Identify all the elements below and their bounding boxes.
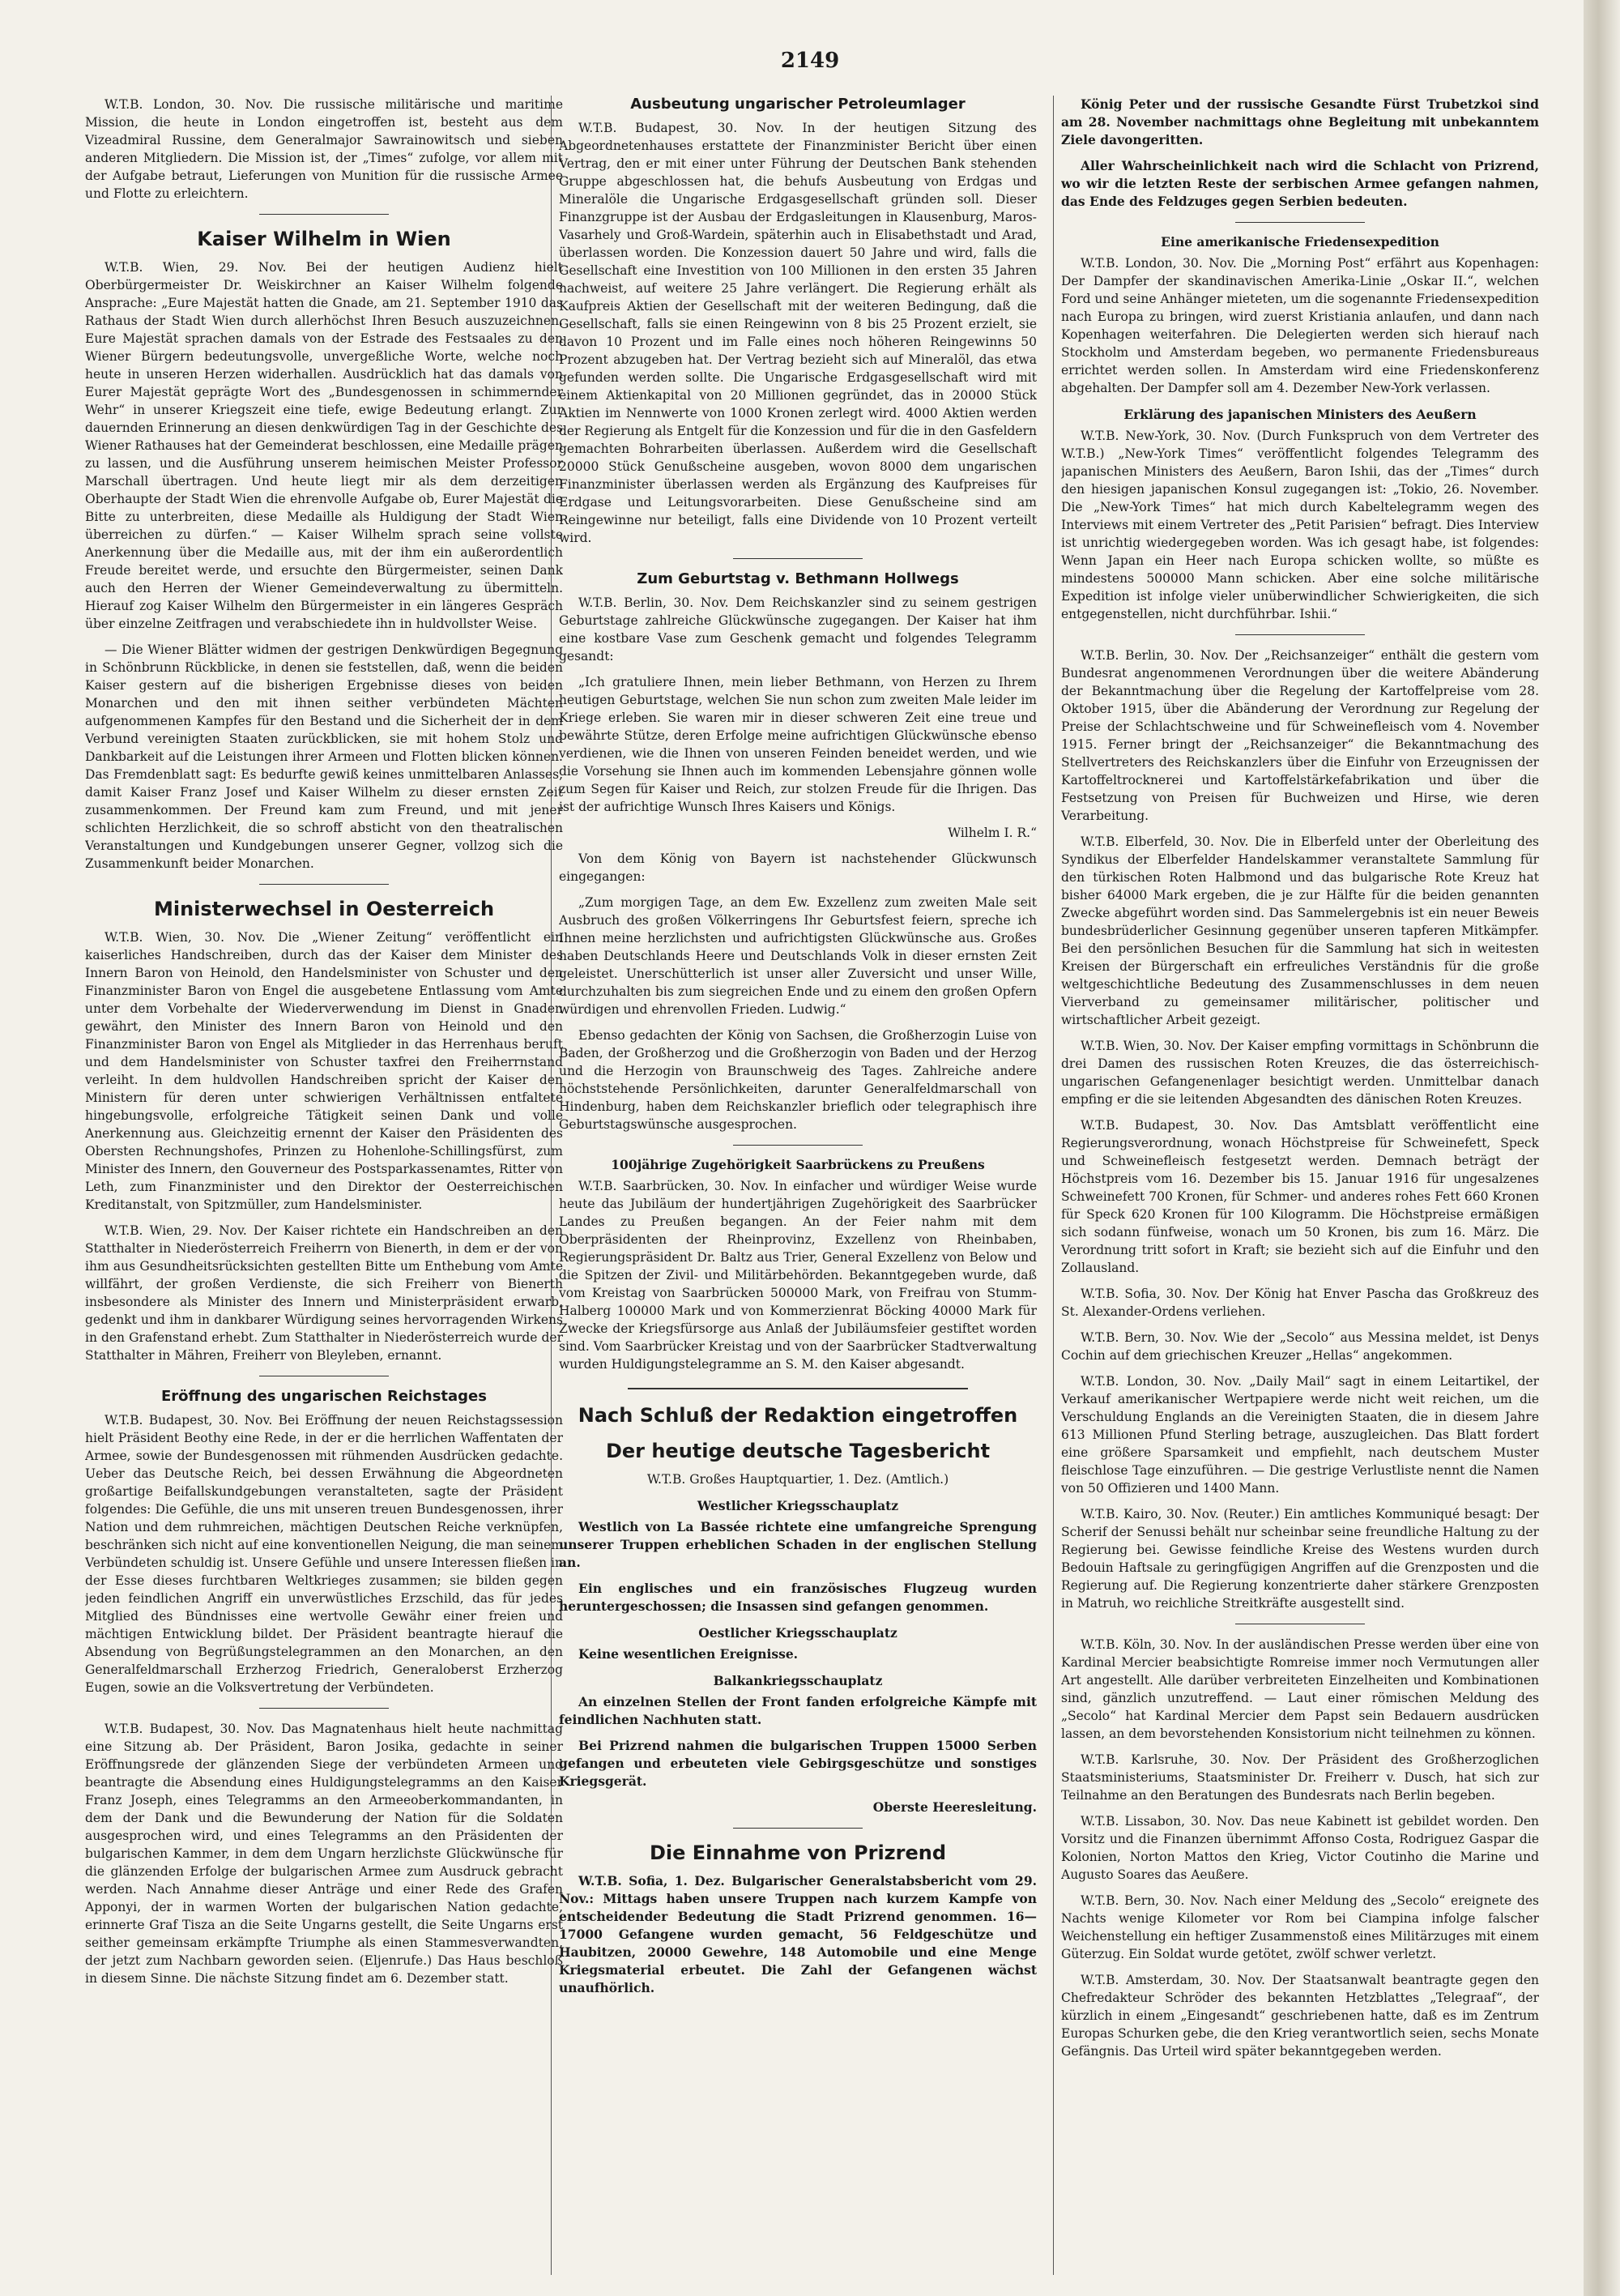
news-item: W.T.B. Kairo, 30. Nov. (Reuter.) Ein amtliches Kommuniqué besagt: Der Scherif der Senussi behält nur scheinbar seine freundliche Haltung zu der Regierung bei. Gewisse feindliche Kreise des Westens wurden durch Bedouin Haftsale zu geringfügigen Angriffen auf die Grenzposten und die Regierung auf. Die Regierung konzentrierte daher stärkere Grenzposten in Matruh, wo reichliche Streitkräfte ausgestellt sind. — [1061, 1507, 1539, 1611]
news-item: W.T.B. Karlsruhe, 30. Nov. Der Präsident des Großherzoglichen Staatsministeriums, Staatsminister Dr. Freiherr v. Dusch, hat sich zur Teilnahme an den Beratungen des Bundesrats nach Berlin begeben. — [1061, 1752, 1539, 1803]
news-item: W.T.B. Berlin, 30. Nov. Der „Reichsanzeiger“ enthält die gestern vom Bundesrat angenommenen Verordnungen über die weitere Abänderung der Bekanntmachung über die Regelung der Kartoffelpreise vom 28. Oktober 1915, über die Abänderung der Verordnung zur Regelung der Preise der Schlachtschweine und für Schweinefleisch vom 4. November 1915. Ferner bringt der „Reichsanzeiger“ die Bekanntmachung des Stellvertreters des Reichskanzlers über die Einfuhr von Erzeugnissen der Kartoffeltrocknerei und Kartoffelstärkefabrikation und über die Festsetzung von Preisen für Buchweizen und Hirse, wie deren Verarbeitung. — [1061, 648, 1539, 823]
divider-heavy — [628, 1388, 968, 1389]
divider — [1235, 222, 1365, 223]
article-paragraph: — Die Wiener Blätter widmen der gestrigen Denkwürdigen Begegnung in Schönbrunn Rückblicke, in denen sie feststellen, daß, wenn die beiden Kaiser gestern auf die bisherigen Ergebnisse dieses von beiden Monarchen und den mit ihnen seither verbündeten Mächten aufgenommenen Kampfes für den Bestand und die Sicherheit der in dem Verbund vereinigten Staaten zurückblicken, sie mit hohem Stolz und Dankbarkeit auf die Leistungen ihrer Armeen und Flotten blicken können. Das Fremdenblatt sagt: Es bedurfte gewiß keines unmittelbaren Anlasses, damit Kaiser Franz Josef und Kaiser Wilhelm zu dieser ernsten Zeit zusammenkommen. Der Freund kam zum Freund, und mit jener schlichten Herzlichkeit, die so schroff absticht von den theatralischen Veranstaltungen und Kundgebungen unserer Gegner, vollzog sich die Zusammenkunft beider Monarchen. — [85, 642, 563, 871]
column-1 — [85, 96, 563, 2275]
subhead-ost: Oestlicher Kriegsschauplatz — [698, 1625, 897, 1641]
divider — [259, 214, 389, 215]
report-paragraph: An einzelnen Stellen der Front fanden erfolgreiche Kämpfe mit feindlichen Nachhuten statt. — [559, 1694, 1037, 1727]
report-paragraph: Keine wesentlichen Ereignisse. — [578, 1646, 799, 1662]
news-item: W.T.B. Sofia, 30. Nov. Der König hat Enver Pascha das Großkreuz des St. Alexander-Ordens verliehen. — [1061, 1287, 1539, 1319]
article-paragraph: „Ich gratuliere Ihnen, mein lieber Bethmann, von Herzen zu Ihrem heutigen Geburtstage, welchen Sie nun schon zum zweiten Male leider im Kriege erleben. Sie waren mir in dieser schweren Zeit eine treue und bewährte Stütze, deren Erfolge meine aufrichtigen Glückwünsche ebenso verdienen, wie die Ihnen von unseren Feinden beneidet werden, und wie die Vorsehung sie Ihnen auch im kommenden Lebensjahre gönnen wolle zum Segen für Kaiser und Reich, zur stolzen Freude für die Ihrigen. Das ist der aufrichtige Wunsch Ihres Kaisers und Königs. — [559, 675, 1037, 814]
column-2 — [559, 96, 1037, 2275]
prizrend-body — [559, 1872, 1037, 1997]
report-paragraph: Bei Prizrend nahmen die bulgarischen Truppen 15000 Serben gefangen und erbeuteten viele Gebirgsgeschütze und sonstiges Kriegsgerät. — [559, 1738, 1037, 1789]
divider — [1235, 634, 1365, 635]
divider — [259, 884, 389, 885]
article-paragraph: W.T.B. Wien, 29. Nov. Bei der heutigen Audienz hielt Oberbürgermeister Dr. Weiskirchner an Kaiser Wilhelm folgende Ansprache: „Eure Majestät hatten die Gnade, am 21. September 1910 das Rathaus der Stadt Wien durch allerhöchst Ihren Besuch auszuzeichnen. Eure Majestät sprachen damals von der Estrade des Festsaales zu den Wiener Bürgern bedeutungsvolle, unvergeßliche Worte, welche noch heute in unseren Herzen widerhallen. Ausdrücklich hat das damals von Eurer Majestät geprägte Wort des „Bundesgenossen in schimmernder Wehr“ in unserer Kriegszeit eine tiefe, ewige Bedeutung erlangt. Zur dauernden Erinnerung an diesen denkwürdigen Tag in der Geschichte des Wiener Rathauses hat der Gemeinderat beschlossen, eine Medaille prägen zu lassen, und die Ausführung unserem heimischen Meister Professor Marschall übertragen. Und heute liegt mir als dem derzeitigen Oberhaupte der Stadt Wien die ehrenvolle Aufgabe ob, Eurer Majestät die Bitte zu unterbreiten, diese Medaille als Huldigung der Stadt Wien überreichen zu dürfen.“ — Kaiser Wilhelm sprach seine vollste Anerkennung über die Medaille aus, mit der ihm ein außerordentlich Freude bereitet werde, und ersuchte den Bürgermeister, seinen Dank auch den Herren der Wiener Gemeindeverwaltung zu übermitteln. Hierauf zog Kaiser Wilhelm den Bürgermeister in ein längeres Gespräch über einzelne Zeitfragen und verabschiedete ihn in huldvollster Weise. — [85, 260, 563, 631]
report-paragraph: Aller Wahrscheinlichkeit nach wird die Schlacht von Prizrend, wo wir die letzten Reste der serbischen Armee gefangen nahmen, das Ende des Feldzuges gegen Serbien bedeuten. — [1061, 158, 1539, 209]
page-edge — [1584, 0, 1620, 2296]
divider — [259, 1708, 389, 1709]
subhead-west: Westlicher Kriegsschauplatz — [697, 1498, 899, 1513]
article-paragraph: W.T.B. London, 30. Nov. Die „Morning Post“ erfährt aus Kopenhagen: Der Dampfer der skandinavischen Amerika-Linie „Oskar II.“, welchen Ford und seine Anhänger mieteten, um die sogenannte Friedensexpedition nach Europa zu bringen, wird zuerst Kristiania anlaufen, und dann nach Kopenhagen weiterfahren. Die Delegierten werden sich hierauf nach Stockholm und Amsterdam begeben, wo permanente Friedensbureaus errichtet werden sollen. In Amsterdam wird eine Friedenskonferenz abgehalten. Der Dampfer soll am 4. Dezember New-York verlassen. — [1061, 256, 1539, 395]
subhead-balkan: Balkankriegsschauplatz — [713, 1673, 883, 1688]
signature-wilhelm: Wilhelm I. R.“ — [948, 826, 1037, 840]
headline-bethmann-geburtstag: Zum Geburtstag v. Bethmann Hollwegs — [637, 570, 959, 587]
page-number: 2149 — [780, 49, 840, 73]
article-russian-mission: W.T.B. London, 30. Nov. Die russische militärische und maritime Mission, die heute in London eingetroffen ist, besteht aus dem Vizeadmiral Russine, dem Generalmajor Sawrainowitsch und sieben anderen Mitgliedern. Die Mission ist, der „Times“ zufolge, vor allem mit der Aufgabe betraut, Lieferungen von Munition für die russische Armee und Flotte zu erleichtern. — [85, 97, 563, 201]
column-3 — [1061, 96, 1539, 2275]
divider — [733, 558, 863, 559]
column-rule-2 — [1053, 96, 1054, 2275]
headline-ministerwechsel: Ministerwechsel in Oesterreich — [153, 898, 495, 920]
dateline-hauptquartier: W.T.B. Großes Hauptquartier, 1. Dez. (Amtlich.) — [646, 1472, 949, 1487]
news-item: W.T.B. Bern, 30. Nov. Wie der „Secolo“ aus Messina meldet, ist Denys Cochin auf dem griechischen Kreuzer „Hellas“ angekommen. — [1061, 1330, 1539, 1363]
article-paragraph: Von dem König von Bayern ist nachstehender Glückwunsch eingegangen: — [559, 851, 1037, 884]
report-paragraph: Ein englisches und ein französisches Flugzeug wurden heruntergeschossen; die Insassen sind gefangen genommen. — [559, 1581, 1037, 1614]
headline-japan-minister: Erklärung des japanischen Ministers des Aeußern — [1123, 407, 1477, 422]
news-item: W.T.B. Bern, 30. Nov. Nach einer Meldung des „Secolo“ ereignete des Nachts wenige Kilometer vor Rom bei Ciampina infolge falscher Weichenstellung ein heftiger Zusammenstoß eines Militärzuges mit einem Güterzug. Ein Soldat wurde getötet, zwölf schwer verletzt. — [1061, 1893, 1539, 1961]
news-item: W.T.B. Wien, 30. Nov. Der Kaiser empfing vormittags in Schönbrunn die drei Damen des russischen Roten Kreuzes, die das österreichisch-ungarischen Gefangenenlager besichtigt werden. Unmittelbar danach empfing er die sie leitenden Abgesandten des dänischen Roten Kreuzes. — [1061, 1039, 1539, 1107]
tagesbericht-body — [559, 1498, 1037, 1816]
news-item: W.T.B. Lissabon, 30. Nov. Das neue Kabinett ist gebildet worden. Den Vorsitz und die Finanzen übernimmt Affonso Costa, Rodriguez Gaspar die Kolonien, Norton Mattos den Krieg, Victor Coutinho die Marine und Augusto Soares das Aeußere. — [1061, 1814, 1539, 1882]
headline-friedensexpedition: Eine amerikanische Friedensexpedition — [1161, 234, 1439, 250]
headline-petroleumlager: Ausbeutung ungarischer Petroleumlager — [630, 96, 966, 113]
article-paragraph: W.T.B. Berlin, 30. Nov. Dem Reichskanzler sind zu seinem gestrigen Geburtstage zahlreiche Glückwünsche zugegangen. Der Kaiser hat ihm eine kostbare Vase zum Geschenk gemacht und folgendes Telegramm gesandt: — [559, 595, 1037, 664]
banner-redaktionsschluss: Nach Schluß der Redaktion eingetroffen — [578, 1404, 1018, 1427]
article-paragraph: W.T.B. Saarbrücken, 30. Nov. In einfacher und würdiger Weise wurde heute das Jubiläum der hundertjährigen Zugehörigkeit des Saarbrücker Landes zu Preußen begangen. An der Feier nahm mit dem Oberpräsidenten der Rheinprovinz, Exzellenz von Rheinbaben, Regierungspräsident Dr. Baltz aus Trier, General Exzellenz von Below und die Spitzen der Zivil- und Militärbehörden. Bekanntgegeben wurde, daß vom Kreistag von Saarbrücken 500000 Mark, von Freifrau von Stumm-Halberg 100000 Mark und von Kommerzienrat Böcking 40000 Mark für Zwecke der Kriegsfürsorge aus Anlaß der Jubiläumsfeier gestiftet worden sind. Vom Saarbrücker Kreistag und von der Saarbrücker Stadtverwaltung wurden Huldigungstelegramme an S. M. den Kaiser abgesandt. — [559, 1179, 1037, 1372]
banner-tagesbericht: Der heutige deutsche Tagesbericht — [605, 1440, 991, 1462]
news-item: W.T.B. Budapest, 30. Nov. Das Amtsblatt veröffentlicht eine Regierungsverordnung, wonach Höchstpreise für Schweinefett, Speck und Schweinefleisch festgesetzt werden. Demnach beträgt der Höchstpreis vom 16. Dezember bis 15. Januar 1916 für ungesalzenes Schweinefett 700 Kronen, für Schmer- und anderes rohes Fett 660 Kronen für Speck 620 Kronen für 100 Kilogramm. Die Höchstpreise ermäßigen sich sodann fünfweise, wonach um 50 Kronen, bis zum 16. März. Die Verordnung tritt sofort in Kraft; sie bezieht sich auf die Einfuhr und den Zollausland. — [1061, 1118, 1539, 1275]
prizrend-continuation — [1061, 96, 1539, 211]
news-item: W.T.B. Köln, 30. Nov. In der ausländischen Presse werden über eine von Kardinal Mercier beabsichtigte Romreise immer noch Vermutungen aller Art angestellt. Alle darüber verbreiteten Einzelheiten und Kombinationen sind, gänzlich unzutreffend. — Laut einer römischen Meldung des „Secolo“ hat Kardinal Mercier dem Papst sein Bedauern ausdrücken lassen, an dem bevorstehenden Konsistorium nicht teilnehmen zu können. — [1061, 1637, 1539, 1741]
divider — [733, 1145, 863, 1146]
article-paragraph: W.T.B. New-York, 30. Nov. (Durch Funkspruch von dem Vertreter des W.T.B.) „New-York Times“ veröffentlicht folgendes Telegramm des japanischen Ministers des Aeußern, Baron Ishii, das der „Times“ durch den hiesigen japanischen Konsul zugegangen ist: „Tokio, 26. November. Die „New-York Times“ hat mich durch Kabeltelegramm wegen des Interviews mit einem Vertreter des „Petit Parisien“ befragt. Dies Interview ist unrichtig wiedergegeben worden. Was ich gesagt habe, ist folgendes: Wenn Japan ein Heer nach Europa schicken wollte, so müßte es mindestens 500000 Mann schicken. Aber eine solche militärische Expedition ist infolge vieler unüberwindlicher Schwierigkeiten, die sich entgegenstellen, nicht durchführbar. Ishii.“ — [1061, 429, 1539, 621]
article-paragraph: „Zum morgigen Tage, an dem Ew. Exzellenz zum zweiten Male seit Ausbruch des großen Völkerringens Ihr Geburtsfest feiern, spreche ich Ihnen meine herzlichsten und aufrichtigsten Glückwünsche aus. Großes haben Deutschlands Heere und Deutschlands Volk in dieser ernsten Zeit geleistet. Unerschütterlich ist unser aller Zuversicht und unser Wille, durchzuhalten bis zum siegreichen Ende und zu einem den großen Opfern würdigen und ehrenvollen Frieden. Ludwig.“ — [559, 895, 1037, 1017]
news-item: W.T.B. Elberfeld, 30. Nov. Die in Elberfeld unter der Oberleitung des Syndikus der Elberfelder Handelskammer veranstaltete Sammlung für den türkischen Roten Halbmond und das bulgarische Rote Kreuz hat bisher 64000 Mark ergeben, die je zur Hälfte für die beiden genannten Zwecke abgeführt worden sind. Das Sammelergebnis ist ein neuer Beweis bundesbrüderlicher Gesinnung gegenüber unseren tapferen Mitkämpfer. Bei den persönlichen Besuchen für die Sammlung hat sich in weitesten Kreisen der Bürgerschaft ein erfreuliches Verständnis für die große weltgeschichtliche Bedeutung des Zusammenschlusses in dem neuen Vierverband zu gemeinsamer militärischer, politischer und wirtschaftlicher Arbeit gezeigt. — [1061, 834, 1539, 1027]
news-item: W.T.B. London, 30. Nov. „Daily Mail“ sagt in einem Leitartikel, der Verkauf amerikanischer Wertpapiere werde nicht weit reichen, um die Verschuldung Englands an die Vereinigten Staaten, die in diesem Jahre 613 Millionen Pfund Sterling betrage, auszugleichen. Das Blatt fordert eine größere Sparsamkeit und empfiehlt, nach deutschem Muster fleischlose Tage einzuführen. — Die gestrige Verlustliste nennt die Namen von 50 Offizieren und 1400 Mann. — [1061, 1374, 1539, 1496]
article-paragraph: W.T.B. Budapest, 30. Nov. In der heutigen Sitzung des Abgeordnetenhauses erstattete der Finanzminister Bericht über einen Vertrag, den er mit einer unter Führung der Deutschen Bank stehenden Gruppe abgeschlossen hat, die behufs Ausbeutung von Erdgas und Mineralöle die Ungarische Erdgasgesellschaft gründen soll. Dieser Finanzgruppe ist der Ausbau der Erdgasleitungen in Klausenburg, Maros-Vasarhely und Groß-Wardein, späterhin auch in Elisabethstadt und Arad, überlassen worden. Die Konzession dauert 50 Jahre und wird, falls die Gesellschaft eine Investition von 100 Millionen in den ersten 35 Jahren nachweist, auf weitere 25 Jahre verlängert. Die Regierung erhält als Kaufpreis Aktien der Gesellschaft mit der weiteren Bedingung, daß die Gesellschaft, falls sie einen Reingewinn von 8 bis 25 Prozent erzielt, sie davon 10 Prozent und im Falle eines noch höheren Reingewinns 50 Prozent abzugeben hat. Der Vertrag bezieht sich auf Mineralöl, das etwa gefunden werden sollte. Die Ungarische Erdgasgesellschaft wird mit einem Aktienkapital von 20 Millionen gegründet, das in 20000 Stück Aktien im Nennwerte von 1000 Kronen zerlegt wird. 4000 Aktien werden der Regierung als Entgelt für die Konzession und für die in den Gasfeldern gemachten Bohrarbeiten überlassen. Außerdem wird die Gesellschaft 20000 Stück Genußscheine ausgeben, wovon 8000 dem ungarischen Finanzminister überlassen werden als Ergänzung des Kaufpreises für Erdgase und Leitungsvorarbeiten. Diese Genußscheine sind am Reingewinne nur beteiligt, falls eine Dividende von 10 Prozent verteilt wird. — [559, 121, 1037, 545]
headline-kaiser-wilhelm-wien: Kaiser Wilhelm in Wien — [197, 228, 451, 250]
headline-saarbruecken: 100jährige Zugehörigkeit Saarbrückens zu Preußens — [611, 1157, 985, 1172]
headline-prizrend: Die Einnahme von Prizrend — [649, 1841, 947, 1864]
article-paragraph: W.T.B. Budapest, 30. Nov. Das Magnatenhaus hielt heute nachmittag eine Sitzung ab. Der Präsident, Baron Josika, gedachte in seiner Eröffnungsrede der glänzenden Siege der verbündeten Armeen und beantragte die Absendung eines Huldigungstelegramms an den Kaiser Franz Joseph, eines Telegramms an den Armeeoberkommandanten, in dem der Dank und die Bewunderung der Nation für die Soldaten ausgesprochen wird, und eines Telegramms an den Präsidenten der bulgarischen Kammer, in dem dem Ungarn herzlichste Glückwünsche für die glänzenden Erfolge der bulgarischen Armee zum Ausdruck gebracht werden. Nach Annahme dieser Anträge und einer Rede des Grafen Apponyi, der in warmen Worten der bulgarischen Nation gedachte, erinnerte Graf Tisza an die Seite Ungarns gestellt, die Seite Ungarns erst seither gemeinsam erkämpfte Triumphe als einen Stammesverwandten, der jetzt zum Nachbarn geworden seien. (Eljenrufe.) Das Haus beschloß in diesem Sinne. Die nächste Sitzung findet am 6. Dezember statt. — [85, 1722, 563, 1986]
signature-heeresleitung: Oberste Heeresleitung. — [872, 1799, 1037, 1815]
news-item: W.T.B. Amsterdam, 30. Nov. Der Staatsanwalt beantragte gegen den Chefredakteur Schröder des bekannten Hetzblattes „Telegraaf“, der kürzlich in einem „Eingesandt“ geschriebenen hatte, daß es im Zentrum Europas Schurken gebe, die den Krieg verantwortlich seien, sechs Monate Gefängnis. Das Urteil wird später bekanntgegeben werden. — [1061, 1973, 1539, 2059]
report-paragraph: W.T.B. Sofia, 1. Dez. Bulgarischer Generalstabsbericht vom 29. Nov.: Mittags haben unsere Truppen nach kurzem Kampfe von entscheidender Bedeutung die Stadt Prizrend genommen. 16—17000 Gefangene wurden gemacht, 56 Feldgeschütze und Haubitzen, 20000 Gewehre, 148 Automobile und eine Menge Kriegsmaterial erbeutet. Die Zahl der Gefangenen wächst unaufhörlich. — [559, 1873, 1037, 1995]
article-paragraph: W.T.B. Budapest, 30. Nov. Bei Eröffnung der neuen Reichstagssession hielt Präsident Beothy eine Rede, in der er die herrlichen Waffentaten der Armee, sowie der Bundesgenossen mit rühmenden Ausdrücken gedachte. Ueber das Deutsche Reich, bei dessen Erwähnung die Abgeordneten großartige Beifallskundgebungen veranstalteten, sagte der Präsident folgendes: Die Gefühle, die uns mit unseren treuen Bundesgenossen, ihrer Nation und dem ruhmreichen, mächtigen Deutschen Reiche verknüpfen, beschränken sich nicht auf eine konventionellen Neigung, die man seinem Verbündeten schuldig ist. Unsere Gefühle und unsere Interessen fließen in der Esse dieses furchtbaren Weltkrieges zusammen; sie bilden gegen jeden feindlichen Angriff ein unverwüstliches Erzschild, das für jedes Mitglied des Bündnisses eine wertvolle Gewähr einer freien und mächtigen Entwicklung bildet. Der Präsident beantragte hierauf die Absendung von Begrüßungstelegrammen an den Monarchen, an den Generalfeldmarschall Erzherzog Friedrich, Generaloberst Erzherzog Eugen, sowie an die Volksvertretung der Verbündeten. — [85, 1413, 563, 1695]
article-paragraph: Ebenso gedachten der König von Sachsen, die Großherzogin Luise von Baden, der Großherzog und die Großherzogin von Baden und der Herzog und die Herzogin von Braunschweig des Tages. Zahlreiche andere höchststehende Persönlichkeiten, darunter Generalfeldmarschall von Hindenburg, haben dem Reichskanzler brieflich oder telegraphisch ihre Geburtstagswünsche ausgesprochen. — [559, 1028, 1037, 1132]
headline-reichstag-eroeffnung: Eröffnung des ungarischen Reichstages — [161, 1388, 487, 1405]
report-paragraph: Westlich von La Bassée richtete eine umfangreiche Sprengung unserer Truppen erheblichen Schaden in der englischen Stellung an. — [559, 1519, 1037, 1570]
article-paragraph: W.T.B. Wien, 29. Nov. Der Kaiser richtete ein Handschreiben an den Statthalter in Niederösterreich Freiherrn von Bienerth, in dem er der von ihm aus Gesundheitsrücksichten gestellten Bitte um Enthebung vom Amte willfährt, der großen Verdienste, die sich Freiherr von Bienerth insbesondere als Minister des Innern und Ministerpräsident erwarb, gedenkt und ihm in dankbarer Würdigung seines hervorragenden Wirkens in den Grafenstand erhebt. Zum Statthalter in Niederösterreich wurde der Statthalter in Mähren, Freiherr von Bleyleben, ernannt. — [85, 1223, 563, 1363]
report-paragraph: König Peter und der russische Gesandte Fürst Trubetzkoi sind am 28. November nachmittags ohne Begleitung mit unbekanntem Ziele davongeritten. — [1061, 96, 1539, 147]
article-paragraph: W.T.B. Wien, 30. Nov. Die „Wiener Zeitung“ veröffentlicht ein kaiserliches Handschreiben, durch das der Kaiser dem Minister des Innern Baron von Heinold, den Handelsminister von Schuster und den Finanzminister Baron von Engel die ausgebetene Entlassung vom Amte unter dem Vorbehalte der Wiederverwendung im Dienst in Gnaden gewährt, den Minister des Innern Baron von Heinold und den Finanzminister Baron von Engel als Mitglieder in das Herrenhaus beruft und dem Handelsminister von Schuster taxfrei den Freiherrnstand verleiht. In dem huldvollen Handschreiben spricht der Kaiser den Ministern für deren unter schwierigen Verhältnissen entfaltete hingebungsvolle, erfolgreiche Tätigkeit seinen Dank und volle Anerkennung aus. Gleichzeitig ernennt der Kaiser den Präsidenten des Obersten Rechnungshofes, Prinzen zu Hohenlohe-Schillingsfürst, zum Minister des Innern, den Gouverneur des Postsparkassenamtes, Ritter von Leth, zum Finanzminister und den Direktor der Oesterreichischen Kreditanstalt, von Spitzmüller, zum Handelsminister. — [85, 930, 563, 1212]
divider — [733, 1828, 863, 1829]
